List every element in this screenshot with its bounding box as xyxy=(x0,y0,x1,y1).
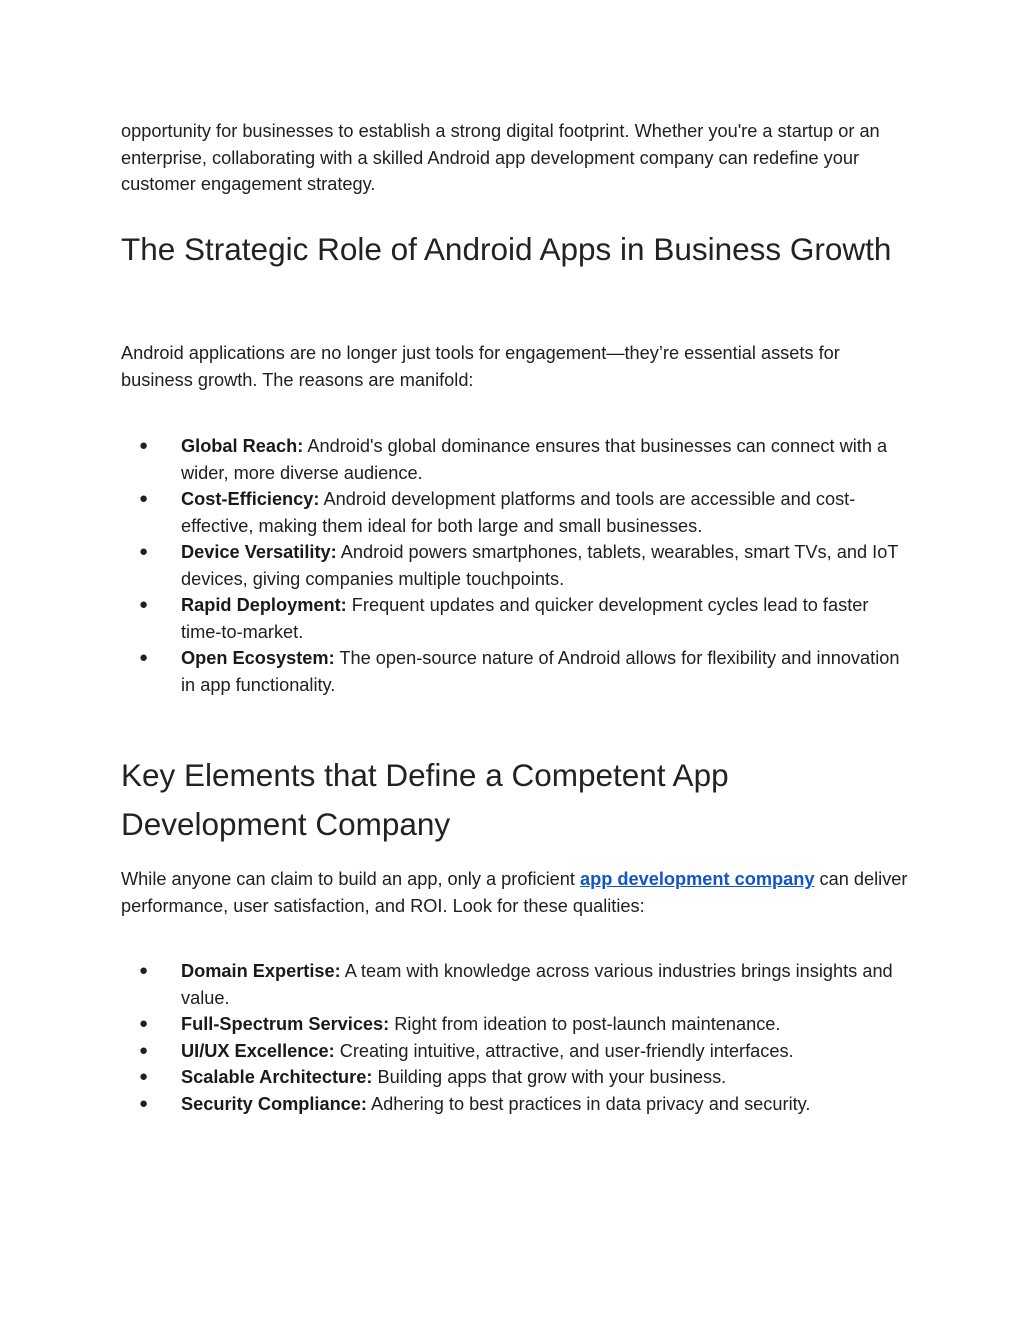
list-item-text: Android development platforms and tools are accessible and cost-effective, making them ideal for both large and small businesses. xyxy=(181,489,856,536)
intro-paragraph: opportunity for businesses to establish a strong digital footprint. Whether you're a startup or an enterprise, collaborating with a skilled Android app development company can redefine your customer engagement strategy. xyxy=(121,121,880,194)
list-item-term: Open Ecosystem: xyxy=(181,648,335,668)
bullet-icon: ● xyxy=(139,543,149,560)
list-item-term: Cost-Efficiency: xyxy=(181,489,320,509)
list-item xyxy=(121,958,911,1011)
list-item xyxy=(121,1038,911,1065)
bullet-icon: ● xyxy=(139,649,149,666)
list-item-text: Creating intuitive, attractive, and user-friendly interfaces. xyxy=(334,1040,794,1061)
list-item xyxy=(121,592,911,645)
paragraph-text-before-link: While anyone can claim to build an app, only a proficient xyxy=(121,869,580,889)
list-item-term: Full-Spectrum Services: xyxy=(181,1014,390,1034)
bullet-icon: ● xyxy=(139,490,149,507)
list-item-text: Adhering to best practices in data privacy and security. xyxy=(366,1093,811,1114)
app-development-company-link[interactable]: app development company xyxy=(580,869,815,889)
list-item-term: Scalable Architecture: xyxy=(181,1067,373,1087)
list-item-term: Global Reach: xyxy=(181,436,304,456)
bullet-icon: ● xyxy=(139,437,149,454)
section-heading-strategic-role: The Strategic Role of Android Apps in Business Growth xyxy=(121,231,892,267)
list-item-term: Rapid Deployment: xyxy=(181,595,347,615)
list-item-text: Right from ideation to post-launch maintenance. xyxy=(389,1014,781,1034)
list-item-text: Building apps that grow with your business. xyxy=(372,1067,727,1087)
list-item xyxy=(121,433,911,486)
list-item-text: Android powers smartphones, tablets, wearables, smart TVs, and IoT devices, giving companies multiple touchpoints. xyxy=(181,542,899,589)
list-item-text: A team with knowledge across various industries brings insights and value. xyxy=(181,961,893,1008)
bullet-icon: ● xyxy=(139,596,149,613)
list-item-text: The open-source nature of Android allows for flexibility and innovation in app functionality. xyxy=(181,648,900,695)
list-item-term: Domain Expertise: xyxy=(181,961,341,981)
list-item-text: Android's global dominance ensures that businesses can connect with a wider, more diverse audience. xyxy=(181,436,888,483)
list-item-term: UI/UX Excellence: xyxy=(181,1040,335,1061)
list-item-term: Security Compliance: xyxy=(181,1093,367,1114)
list-item xyxy=(121,1011,911,1038)
section-heading-key-elements: Key Elements that Define a Competent App Development Company xyxy=(121,757,729,842)
benefits-list xyxy=(121,433,911,698)
section-paragraph-key-elements xyxy=(121,866,911,919)
list-item xyxy=(121,645,911,698)
list-item-text: Frequent updates and quicker development cycles lead to faster time-to-market. xyxy=(181,595,869,642)
list-item xyxy=(121,1064,911,1091)
bullet-icon: ● xyxy=(139,962,149,979)
list-item xyxy=(121,539,911,592)
section-paragraph-strategic-role: Android applications are no longer just tools for engagement—they’re essential assets for business growth. The reasons are manifold: xyxy=(121,343,840,390)
list-item xyxy=(121,1091,911,1118)
qualities-list xyxy=(121,958,911,1117)
bullet-icon: ● xyxy=(139,1068,149,1085)
list-item xyxy=(121,486,911,539)
list-item-term: Device Versatility: xyxy=(181,542,337,562)
bullet-icon: ● xyxy=(139,1094,149,1112)
paragraph-text-after-link: can deliver performance, user satisfaction, and ROI. Look for these qualities: xyxy=(121,869,908,916)
bullet-icon: ● xyxy=(139,1015,149,1032)
bullet-icon: ● xyxy=(139,1041,149,1059)
